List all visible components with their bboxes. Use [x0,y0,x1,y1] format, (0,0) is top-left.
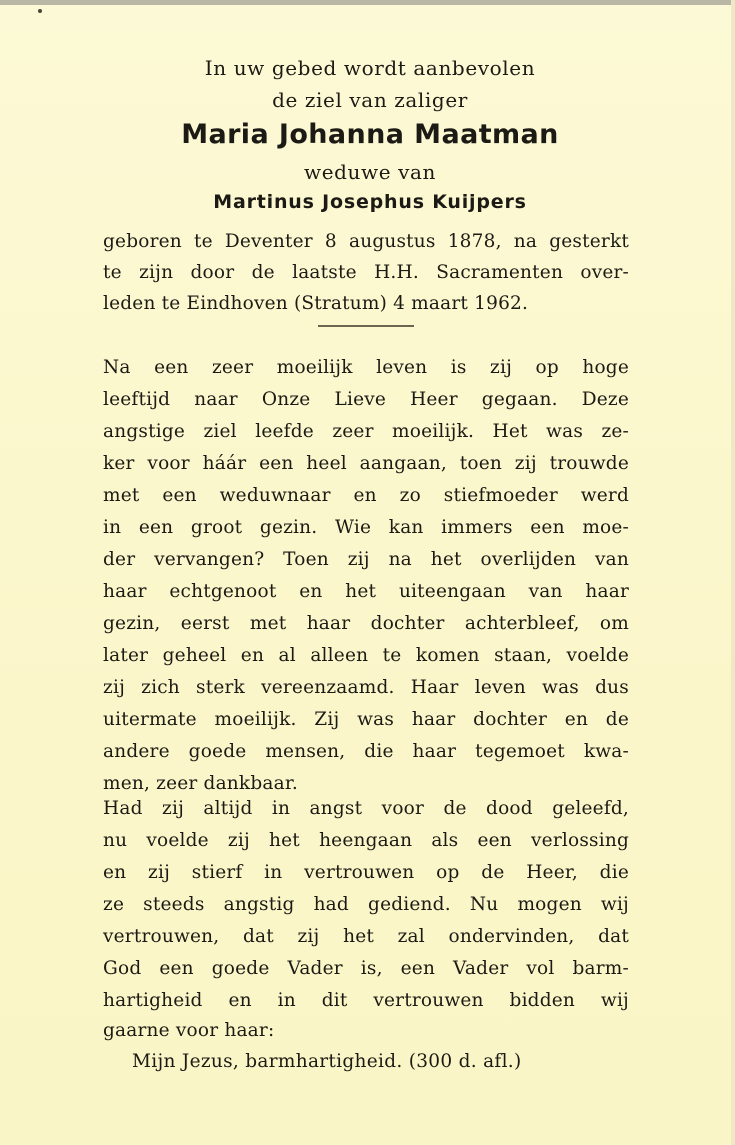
text-line: zij zich sterk vereenzaamd. Haar leven was dus [103,677,629,698]
closing-prayer: Mijn Jezus, barmhartigheid. (300 d. afl.) [132,1051,522,1072]
text-line: in een groot gezin. Wie kan immers een moe- [103,517,629,538]
text-line: God een goede Vader is, een Vader vol barm- [103,958,629,979]
text-line: leeftijd naar Onze Lieve Heer gegaan. Deze [103,389,629,410]
text-line: angstige ziel leefde zeer moeilijk. Het was ze- [103,421,629,442]
text-line: gaarne voor haar: [103,1020,275,1041]
text-line: gezin, eerst met haar dochter achterbleef, om [103,613,629,634]
text-line: der vervangen? Toen zij na het overlijden van [103,549,629,570]
text-line: nu voelde zij het heengaan als een verlossing [103,830,629,851]
text-line: uitermate moeilijk. Zij was haar dochter en de [103,709,629,730]
paper-speck [38,9,42,13]
text-line: ze steeds angstig had gediend. Nu mogen wij [103,894,629,915]
divider-rule [318,325,414,327]
birth-death-line: leden te Eindhoven (Stratum) 4 maart 1962. [103,293,529,314]
scan-top-edge [0,0,735,5]
text-line: Had zij altijd in angst voor de dood geleefd, [103,798,629,819]
intro-line-2: de ziel van zaliger [272,88,468,112]
scan-right-edge [731,0,735,1145]
text-line: men, zeer dankbaar. [103,773,298,794]
deceased-name: Maria Johanna Maatman [181,119,559,150]
text-line: haar echtgenoot en het uiteengaan van haar [103,581,629,602]
birth-death-line: te zijn door de laatste H.H. Sacramenten over- [103,262,629,283]
text-line: met een weduwnaar en zo stiefmoeder werd [103,485,629,506]
text-line: ker voor háár een heel aangaan, toen zij trouwde [103,453,629,474]
intro-line-1: In uw gebed wordt aanbevolen [204,56,536,80]
husband-name: Martinus Josephus Kuijpers [213,191,527,213]
text-line: hartigheid en in dit vertrouwen bidden wij [103,990,629,1011]
text-line: Na een zeer moeilijk leven is zij op hoge [103,357,629,378]
widow-of-label: weduwe van [303,160,437,184]
text-line: andere goede mensen, die haar tegemoet kwa- [103,741,629,762]
text-line: later geheel en al alleen te komen staan, voelde [103,645,629,666]
text-line: vertrouwen, dat zij het zal ondervinden, dat [103,926,629,947]
birth-death-line: geboren te Deventer 8 augustus 1878, na gesterkt [103,231,629,252]
text-line: en zij stierf in vertrouwen op de Heer, die [103,862,629,883]
